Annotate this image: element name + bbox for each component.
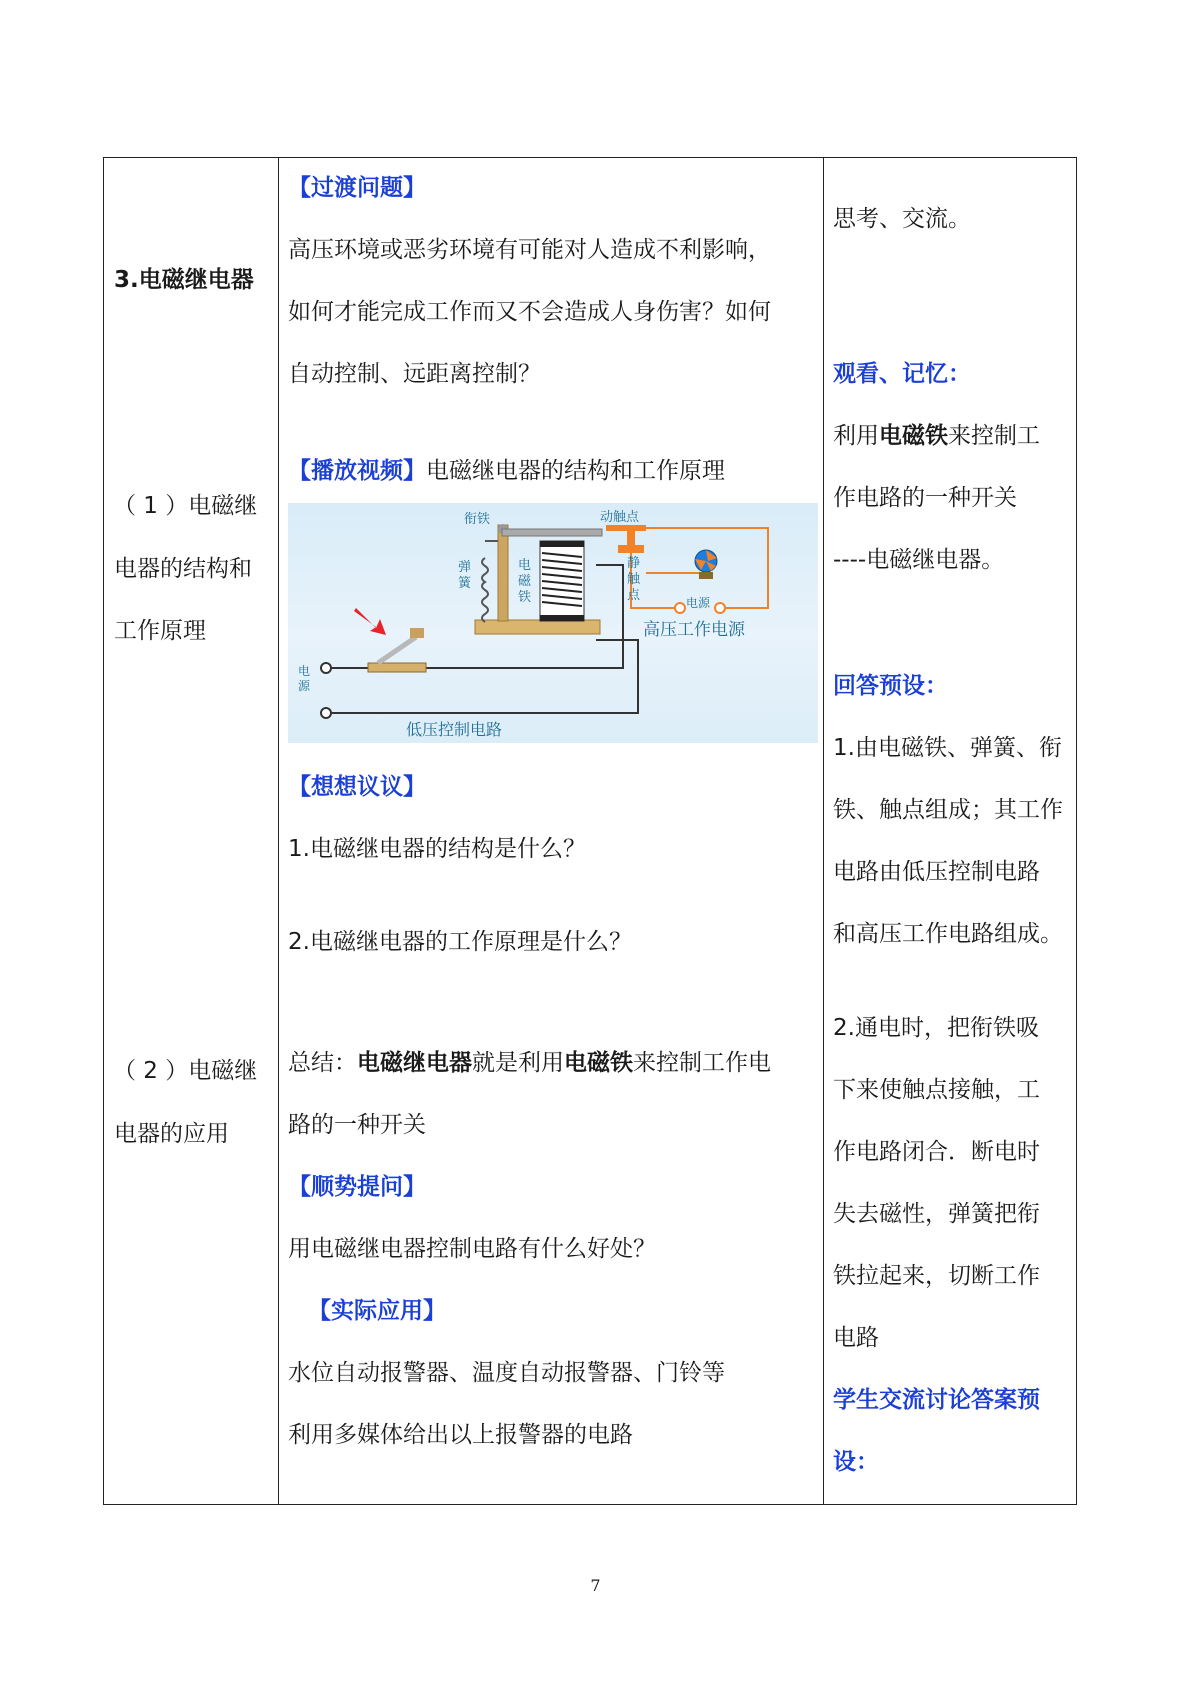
moving-contact	[606, 525, 646, 531]
hv-terminal	[715, 603, 725, 613]
summary-bold-2: 电磁铁	[564, 1050, 633, 1076]
electromagnet-label-3: 铁	[518, 590, 532, 605]
spring	[482, 558, 488, 622]
page-number: 7	[590, 1576, 601, 1595]
teacher-activity-column	[279, 158, 824, 1505]
armature-label: 衔铁	[464, 512, 491, 527]
question-1: 1.电磁继电器的结构是什么？	[288, 836, 586, 862]
static-contact-label-2: 触	[627, 572, 641, 587]
relay-diagram	[288, 503, 818, 743]
transition-line-2: 如何才能完成工作而又不会造成人身伤害？如何	[288, 299, 771, 325]
subtopic-2-line-2: 电器的应用	[114, 1121, 229, 1147]
electromagnet-label-2: 磁	[518, 574, 532, 589]
switch-blade	[378, 637, 416, 663]
watch-heading: 观看、记忆：	[833, 361, 971, 387]
answer-1-line-3: 电路由低压控制电路	[833, 859, 1040, 885]
switch-arrow-icon	[354, 608, 386, 635]
answer-2-line-4: 失去磁性，弹簧把衔	[833, 1201, 1040, 1227]
pillar	[498, 525, 508, 621]
answer-2-line-5: 铁拉起来，切断工作	[833, 1263, 1040, 1289]
think-heading: 【想想议议】	[288, 774, 426, 800]
answer-1-line-4: 和高压工作电路组成。	[833, 921, 1063, 947]
answer-2-line-1: 2.通电时，把衔铁吸	[833, 1015, 1039, 1041]
discussion-line-2: 设：	[833, 1449, 879, 1475]
discussion-line-1: 学生交流讨论答案预	[833, 1387, 1040, 1413]
spring-label-1: 弹	[458, 560, 472, 575]
hv-circuit-label: 高压工作电源	[643, 620, 745, 640]
lv-power-label-1: 电	[298, 664, 311, 678]
lv-power-label-2: 源	[298, 679, 311, 693]
video-line	[288, 455, 725, 487]
fan-base	[699, 572, 713, 579]
answer-2-line-3: 作电路闭合．断电时	[833, 1139, 1040, 1165]
transition-line-1: 高压环境或恶劣环境有可能对人造成不利影响，	[288, 237, 771, 263]
terminal	[321, 708, 331, 718]
coil-cap	[540, 615, 584, 621]
watch-l1-c: 来控制工	[948, 423, 1040, 449]
contact-post	[627, 531, 635, 545]
video-heading: 【播放视频】	[288, 458, 426, 484]
lesson-table	[103, 157, 1077, 1505]
watch-line-1	[833, 420, 1040, 452]
answer-1-line-1: 1.由电磁铁、弹簧、衔	[833, 735, 1062, 761]
electromagnet-label-1: 电	[518, 558, 532, 573]
watch-l1-a: 利用	[833, 423, 879, 449]
subtopic-1-line-1: （ 1 ）电磁继	[113, 493, 258, 519]
answer-heading: 回答预设：	[833, 673, 948, 699]
subtopic-1-line-2: 电器的结构和	[114, 556, 252, 582]
think-discuss: 思考、交流。	[833, 206, 971, 232]
answer-2-line-2: 下来使触点接触，工	[833, 1077, 1040, 1103]
summary-mid: 就是利用	[472, 1050, 564, 1076]
moving-contact-label: 动触点	[600, 510, 640, 525]
watch-line-3: ----电磁继电器。	[833, 547, 1005, 573]
watch-l1-bold: 电磁铁	[879, 423, 948, 449]
summary-end: 来控制工作电	[633, 1050, 771, 1076]
section-title: 3.电磁继电器	[114, 267, 254, 293]
subtopic-2-line-1: （ 2 ）电磁继	[113, 1058, 258, 1084]
switch-handle	[410, 628, 424, 638]
apply-line-1: 水位自动报警器、温度自动报警器、门铃等	[288, 1360, 725, 1386]
switch-base	[368, 663, 426, 672]
apply-line-2: 利用多媒体给出以上报警器的电路	[288, 1422, 633, 1448]
follow-heading: 【顺势提问】	[288, 1174, 426, 1200]
static-contact	[618, 545, 644, 553]
follow-question: 用电磁继电器控制电路有什么好处？	[288, 1236, 656, 1262]
coil-cap	[540, 541, 584, 547]
subtopic-1-line-3: 工作原理	[114, 618, 206, 644]
summary-prefix: 总结：	[288, 1050, 357, 1076]
armature	[502, 529, 602, 536]
question-2: 2.电磁继电器的工作原理是什么？	[288, 929, 632, 955]
wire	[326, 640, 638, 713]
hv-terminal	[675, 603, 685, 613]
summary-bold-1: 电磁继电器	[357, 1050, 472, 1076]
answer-2-line-6: 电路	[833, 1325, 879, 1351]
spring-label-2: 簧	[458, 576, 472, 591]
static-contact-label-3: 点	[627, 588, 641, 603]
terminal	[321, 663, 331, 673]
hv-power-label: 电源	[686, 596, 711, 610]
summary-line-1	[288, 1047, 771, 1079]
transition-line-3: 自动控制、远距离控制？	[288, 361, 541, 387]
watch-line-2: 作电路的一种开关	[833, 485, 1017, 511]
lv-circuit-label: 低压控制电路	[406, 720, 503, 739]
transition-heading: 【过渡问题】	[288, 175, 426, 201]
video-text: 电磁继电器的结构和工作原理	[426, 458, 725, 484]
student-activity-column	[824, 158, 1077, 1505]
relay-base	[475, 620, 600, 634]
apply-heading: 【实际应用】	[308, 1298, 446, 1324]
summary-line-2: 路的一种开关	[288, 1112, 426, 1138]
relay-diagram-svg	[288, 503, 818, 743]
topic-column	[104, 158, 279, 1505]
answer-1-line-2: 铁、触点组成；其工作	[833, 797, 1063, 823]
static-contact-label-1: 静	[627, 556, 641, 571]
